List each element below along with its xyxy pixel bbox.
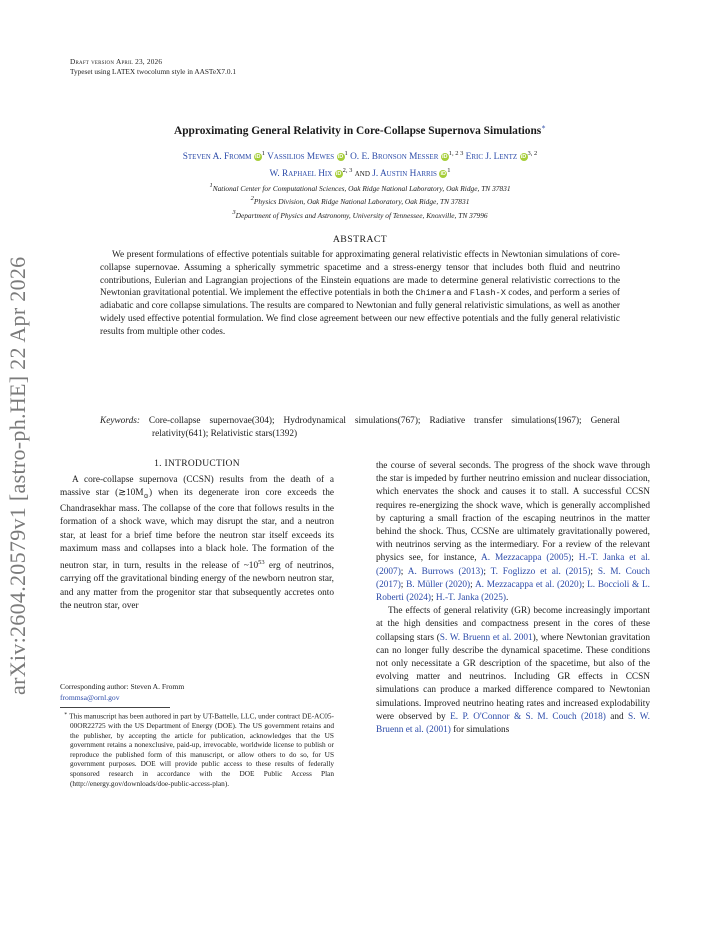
author-conjunction: and — [354, 169, 370, 179]
citation-link[interactable]: S. W. Bruenn et al. (2001) — [376, 711, 650, 736]
orcid-icon[interactable]: iD — [335, 171, 342, 177]
corresponding-author — [60, 681, 334, 703]
author-name[interactable]: Eric J. Lentz — [465, 152, 518, 162]
right-column — [376, 460, 650, 737]
draft-prefix: Draft version — [70, 57, 115, 66]
citation-link[interactable]: S. W. Bruenn et al. 2001 — [439, 632, 533, 643]
orcid-icon[interactable]: iD — [440, 171, 447, 177]
keywords-text: Core-collapse supernovae(304); Hydrodynamical simulations(767); Radiative transfer simulations(1967); General relativity(641); Relativistic stars(1392) — [148, 416, 620, 439]
author-name[interactable]: Vassilios Mewes — [267, 152, 335, 162]
citation-link[interactable]: T. Foglizzo et al. (2015) — [490, 566, 591, 577]
citation-link[interactable]: E. P. O'Connor & S. M. Couch (2018) — [450, 711, 606, 722]
author-affiliation-mark: 3, 2 — [527, 150, 538, 157]
arxiv-stamp: arXiv:2604.20579v1 [astro-ph.HE] 22 Apr 2026 — [5, 256, 30, 695]
corresponding-email[interactable]: frommsa@ornl.gov — [60, 693, 120, 702]
affiliation-2: 2Physics Division, Oak Ridge National Laboratory, Oak Ridge, TN 37831 — [250, 195, 470, 206]
author-name[interactable]: W. Raphael Hix — [269, 169, 333, 179]
footnote: ∗ This manuscript has been authored in part by UT-Battelle, LLC, under contract DE-AC05-00OR22725 with the US Department of Energy (DOE). The US government retains and the publisher, by accepting the article for publication, acknowledges that the US government retains a nonexclusive, paid-up, irrevocable, worldwide license to publish or reproduce the published form of this manuscript, or allow others to do so, for US government purposes. DOE will provide public access to these results of federally sponsored research in accordance with the DOE Public Access Plan (http://energy.gov/downloads/doe-public-access-plan). — [64, 711, 334, 788]
affiliation-1: 1National Center for Computational Sciences, Oak Ridge National Laboratory, Oak Ridge, TN 37831 — [209, 182, 511, 193]
orcid-icon[interactable]: iD — [520, 154, 527, 160]
author-affiliation-mark: 2, 3 — [342, 167, 353, 174]
intro-paragraph: A core-collapse supernova (CCSN) results from the death of a massive star $(≳10M_⊙)$ when its degenerate iron core exceeds the Chandrasekhar mass. The collapse of the core that follows results in the formation of a shock wave, which may disrupt the star, and a neutron star, at least for a brief time before the neutron star itself exceeds its maximum mass and collapses into a black hole. The formation of the neutron star, in turn, results in the release of $\sim 10^{53}$ erg of neutrinos, carrying off the gravitational binding energy of the newborn neutron star, and any matter from the progenitor star that subsequently accretes onto the neutron star, over — [60, 475, 335, 611]
keywords — [100, 415, 620, 441]
intro-paragraph-continued: the course of several seconds. The progress of the shock wave through the star is impeded by further neutrino emission and nuclear dissociation, which enervates the shock and causes it to stall. A successful CCSN requires re-energizing the shock wave, which is generally accomplished by capturing a small fraction of the escaping neutrinos in the matter behind the shock. Thus, CCSNe are ultimately gravitationally powered, with neutrinos serving as the intermediary. For a review of the relevant physics see, for instance, A. Mezzacappa (2005); H.-T. Janka et al. (2007); A. Burrows (2013); T. Foglizzo et al. (2015); S. M. Couch (2017); B. Müller (2020); A. Mezzacappa et al. (2020); L. Boccioli & L. Roberti (2024); H.-T. Janka (2025). — [376, 461, 650, 604]
affiliation-3: 3Department of Physics and Astronomy, University of Tennessee, Knoxville, TN 37996 — [232, 209, 488, 220]
citation-link[interactable]: L. Boccioli & L. Roberti (2024) — [376, 579, 650, 604]
citation-link[interactable]: S. M. Couch (2017) — [376, 566, 650, 590]
citation-link[interactable]: A. Burrows (2013) — [407, 566, 484, 577]
left-column — [60, 474, 334, 613]
typeset-line: Typeset using LATEX twocolumn style in AASTeX7.0.1 — [70, 67, 236, 76]
author-list — [100, 147, 620, 181]
draft-header — [70, 57, 236, 77]
title-text: Approximating General Relativity in Core-Collapse Supernova Simulations — [173, 124, 542, 137]
abstract-body: We present formulations of effective potentials suitable for approximating general relativistic effects in Newtonian simulations of core-collapse supernovae. Assuming a spherically symmetric spacetime and a stress-energy tensor that includes both fluid and neutrino contributions, Eulerian and Lagrangian projections of the Einstein equations are made to determine general relativistic corrections to the Newtonian gravitational potential. We implement the effective potentials in both the Chimera and Flash-X codes, and perform a series of adiabatic and core collapse simulations. The results are compared to Newtonian and fully general relativistic simulations, as well as another widely used effective potential formulation. We find close agreement between our new effective potentials and the fully general relativistic results from multiple other codes. — [100, 250, 620, 337]
author-affiliation-mark: 1 — [344, 150, 348, 157]
author-name[interactable]: O. E. Bronson Messer — [350, 152, 439, 162]
citation-link[interactable]: A. Mezzacappa et al. (2020) — [474, 579, 582, 590]
abstract-heading: ABSTRACT — [332, 234, 388, 245]
paper-title — [0, 123, 720, 137]
orcid-icon[interactable]: iD — [337, 154, 344, 160]
code-name: Chimera — [415, 288, 452, 299]
code-name: Flash-X — [469, 288, 506, 299]
citation-link[interactable]: H.-T. Janka et al. (2007) — [376, 553, 650, 577]
author-name[interactable]: Steven A. Fromm — [182, 152, 252, 162]
section-heading: 1. INTRODUCTION — [154, 459, 240, 469]
citation-link[interactable]: A. Mezzacappa (2005) — [481, 553, 572, 564]
title-footnote-mark[interactable]: ∗ — [541, 123, 547, 131]
orcid-icon[interactable]: iD — [254, 154, 261, 160]
keywords-label: Keywords: — [100, 416, 140, 426]
corresponding-label: Corresponding author: Steven A. Fromm — [60, 682, 185, 691]
draft-date: April 23, 2026 — [115, 57, 163, 66]
footnote-rule — [60, 707, 170, 708]
citation-link[interactable]: H.-T. Janka (2025) — [435, 593, 506, 604]
author-affiliation-mark: 1 — [447, 167, 451, 174]
author-affiliation-mark: 1 — [261, 150, 265, 157]
orcid-icon[interactable]: iD — [441, 154, 448, 160]
author-affiliation-mark: 1, 2 3 — [448, 150, 464, 157]
author-name[interactable]: J. Austin Harris — [372, 169, 437, 179]
citation-link[interactable]: B. Müller (2020) — [406, 579, 471, 590]
intro-paragraph: The effects of general relativity (GR) become increasingly important at the high densities and compactness present in the cores of these collapsing stars (S. W. Bruenn et al. 2001), where Newtonian gravitation can no longer fully describe the dynamical spacetime. These conditions not only necessitate a GR description of the spacetime, but also of the evolving matter and neutrinos. Including GR effects in CCSN simulations can produce a marked difference compared to Newtonian simulations. Improved neutrino heating rates and increased explodability were observed by E. P. O'Connor & S. M. Couch (2018) and S. W. Bruenn et al. (2001) for simulations — [376, 606, 651, 736]
